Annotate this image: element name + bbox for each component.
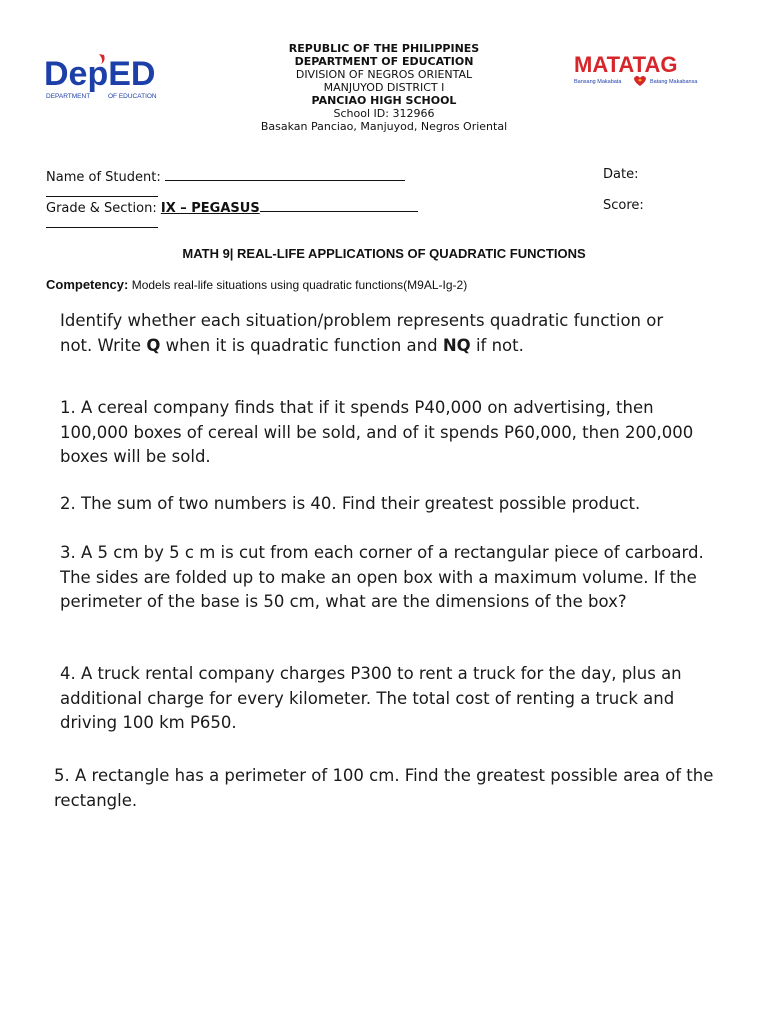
score-blank-row <box>46 214 158 233</box>
deped-logo-sub-right: OF EDUCATION <box>108 93 157 100</box>
item-2: 2. The sum of two numbers is 40. Find their greatest possible product. <box>60 494 641 513</box>
instructions-q: Q <box>146 335 161 355</box>
matatag-logo-text: MATATAG <box>574 52 678 77</box>
header-school: PANCIAO HIGH SCHOOL <box>311 94 457 107</box>
item-1: 1. A cereal company finds that if it spends P40,000 on advertising, then 100,000 boxes of cereal will be sold, and of it spends P60,000, then 200,000 boxes will be sold. <box>60 398 694 466</box>
instructions-part2: when it is quadratic function and <box>160 335 443 355</box>
worksheet-title: MATH 9| REAL-LIFE APPLICATIONS OF QUADRATIC FUNCTIONS <box>182 246 586 261</box>
deped-logo-text: DepED <box>44 55 156 93</box>
header-department: DEPARTMENT OF EDUCATION <box>294 55 474 68</box>
deped-logo-sub-left: DEPARTMENT <box>46 93 91 100</box>
name-blank[interactable] <box>165 167 405 181</box>
date-label: Date: <box>603 167 639 182</box>
letterhead <box>184 42 584 133</box>
header-district: MANJUYOD DISTRICT I <box>323 81 445 94</box>
score-blank[interactable] <box>46 214 158 228</box>
score-label: Score: <box>603 198 644 213</box>
item-4: 4. A truck rental company charges P300 to rent a truck for the day, plus an additional charge for every kilometer. The total cost of renting a truck and driving 100 km P650. <box>60 664 682 732</box>
header-republic: REPUBLIC OF THE PHILIPPINES <box>288 42 480 55</box>
grade-value: IX – PEGASUS <box>160 201 260 216</box>
instructions-part1: Identify whether each situation/problem represents quadratic function or not. Write <box>60 311 664 355</box>
name-label: Name of Student: <box>46 170 161 185</box>
instructions-nq: NQ <box>442 335 471 355</box>
matatag-tagline-1: Bansang Makabata <box>574 79 622 85</box>
matatag-tagline-2: Batang Makabansa <box>650 79 698 85</box>
item-5: 5. A rectangle has a perimeter of 100 cm. Find the greatest possible area of the rectangle. <box>54 766 714 810</box>
competency <box>46 277 467 292</box>
grade-blank[interactable] <box>260 198 418 212</box>
grade-label: Grade & Section: <box>46 201 157 216</box>
heart-icon <box>634 76 646 86</box>
header-address: Basakan Panciao, Manjuyod, Negros Oriental <box>260 120 508 133</box>
instructions <box>60 309 700 358</box>
deped-logo <box>44 52 176 102</box>
competency-label: Competency: <box>46 277 129 292</box>
header-division: DIVISION OF NEGROS ORIENTAL <box>295 68 473 81</box>
matatag-logo <box>572 50 712 94</box>
item-3: 3. A 5 cm by 5 c m is cut from each corner of a rectangular piece of carboard. The sides are folded up to make an open box with a maximum volume. If the perimeter of the base is 50 cm, what are the dimensions of the box? <box>60 543 704 611</box>
header-school-id: School ID: 312966 <box>333 107 435 120</box>
date-blank[interactable] <box>46 183 158 197</box>
instructions-part3: if not. <box>470 335 524 355</box>
competency-text: Models real-life situations using quadratic functions(M9AL-Ig-2) <box>131 278 468 292</box>
